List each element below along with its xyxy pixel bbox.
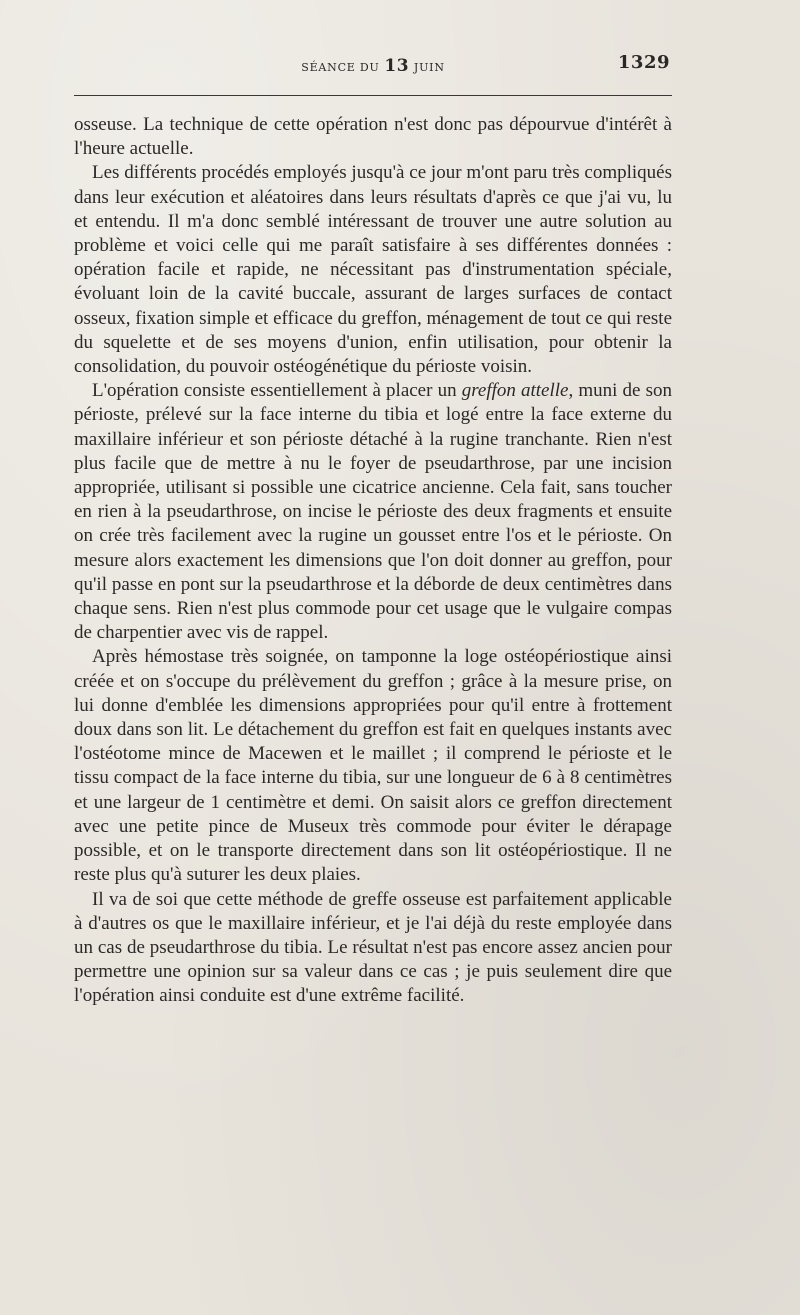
header-rule [74,95,672,96]
page-header [74,50,672,82]
paragraph-operation-rest: , muni de son périoste, prélevé sur la face interne du tibia et logé entre la face externe du maxillaire inférieur et son périoste détaché à la rugine tranchante. Rien n'est plus facile que de mettre à nu le foyer de pseudarthrose, par une incision appropriée, utilisant si possible une cicatrice ancienne. Cela fait, sans toucher en rien à la pseudarthrose, on incise le périoste des deux fragments et ensuite on crée très facilement avec la rugine un gousset entre l'os et le périoste. On mesure alors exactement les dimensions que l'on doit donner au greffon, pour qu'il passe en pont sur la pseudarthrose et la déborde de deux centimètres dans chaque sens. Rien n'est plus commode pour cet usage que le vulgaire compas de charpentier avec vis de rappel. [74,380,673,644]
paragraph-operation-italic-term: greffon attelle [461,380,569,402]
running-head-session: SÉANCE DU [301,61,380,74]
paragraph-operation-start: L'opération consiste essentiellement à placer un [92,380,462,402]
paragraph-conclusion: Il va de soi que cette méthode de greffe osseuse est parfaitement applicable à d'autres os que le maxillaire inférieur, et je l'ai déjà du reste employée dans un cas de pseudarthrose du tibia. Le résultat n'est pas encore assez ancien pour permettre une opinion sur sa valeur dans ce cas ; je puis seulement dire que l'opération ainsi conduite est d'une extrême facilité. [74,888,672,1007]
paragraph-continuation: osseuse. La technique de cette opération n'est donc pas dépourvue d'intérêt à l'heure actuelle. [74,114,672,160]
running-head-day: 13 [384,56,410,76]
page-number: 1329 [617,52,670,73]
paragraph-procedures: Les différents procédés employés jusqu'à ce jour m'ont paru très compliqués dans leur exécution et aléatoires dans leurs résultats d'après ce que j'ai vu, lu et entendu. Il m'a donc semblé intéressant de trouver une autre solution au problème et voici celle qui me paraît satisfaire à ses différentes données : opération facile et rapide, ne nécessitant pas d'instrumentation spéciale, évoluant loin de la cavité buccale, assurant de larges surfaces de contact osseux, fixation simple et efficace du greffon, ménagement de tout ce qui reste du squelette et de ses moyens d'union, enfin utilisation, pour obtenir la consolidation, du pouvoir ostéogénétique du périoste voisin. [74,162,672,378]
body-text [74,113,672,1009]
running-head [74,56,672,76]
paragraph-hemostasis: Après hémostase très soignée, on tamponne la loge ostéopériostique ainsi créée et on s'occupe du prélèvement du greffon ; grâce à la mesure prise, on lui donne d'emblée les dimensions appropriées pour qu'il entre à frottement doux dans son lit. Le détachement du greffon est fait en quelques instants avec l'ostéotome mince de Macewen et le maillet ; il comprend le périoste et le tissu compact de la face interne du tibia, sur une longueur de 6 à 8 centimètres et une largeur de 1 centimètre et demi. On saisit alors ce greffon directement avec une petite pince de Museux très commode pour éviter le dérapage possible, et on le transporte directement dans son lit ostéopériostique. Il ne reste plus qu'à suturer les deux plaies. [74,646,672,886]
running-head-month: JUIN [413,61,445,74]
paragraph-operation [74,379,672,645]
